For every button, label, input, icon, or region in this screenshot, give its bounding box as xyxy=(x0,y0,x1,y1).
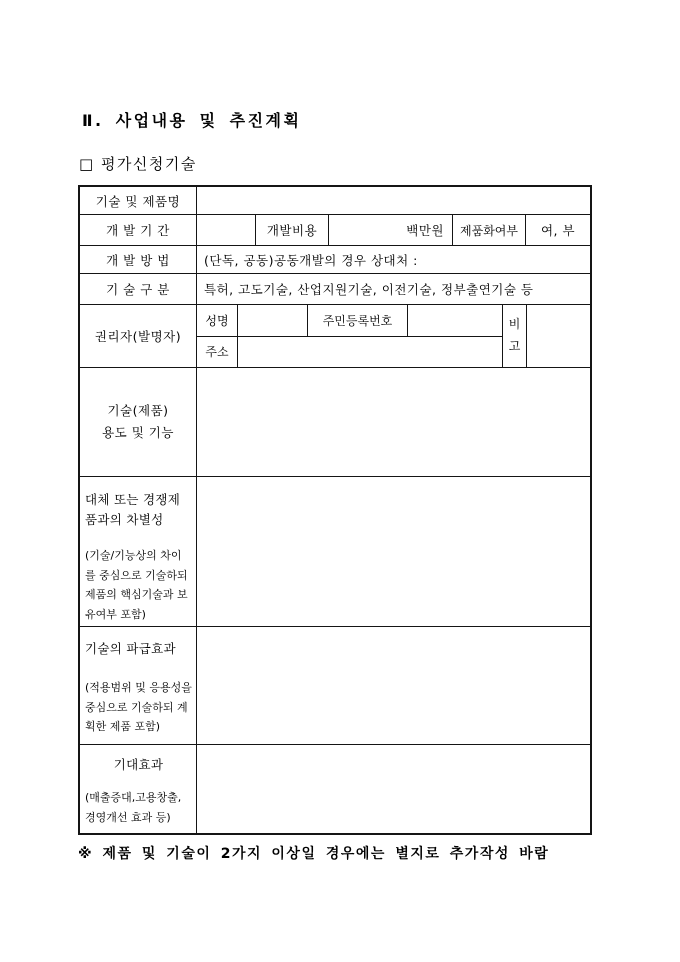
tech-category-label: 기 술 구 분 xyxy=(80,274,197,304)
row-usage xyxy=(80,368,590,477)
rights-holder-subgrid xyxy=(197,305,503,367)
footnote: ※ 제품 및 기술이 2가지 이상일 경우에는 별지로 추가작성 바람 xyxy=(78,846,550,862)
name-field[interactable] xyxy=(238,305,308,336)
usage-label-line1: 기술(제품) xyxy=(107,403,169,419)
row-rights-holder xyxy=(80,305,590,368)
tech-category-field[interactable]: 특허, 고도기술, 산업지원기술, 이전기술, 정부출연기술 등 xyxy=(204,282,534,297)
resident-id-field[interactable] xyxy=(408,305,502,336)
tech-name-field[interactable] xyxy=(197,187,590,214)
differentiation-note: (기술/기능상의 차이를 중심으로 기술하되 제품의 핵심기술과 보유여부 포함) xyxy=(85,549,188,621)
remarks-label: 비고 xyxy=(508,317,521,353)
row-dev-method xyxy=(80,246,590,274)
name-label: 성명 xyxy=(197,305,238,336)
dev-cost-field[interactable]: 백만원 xyxy=(329,215,453,245)
dev-period-label: 개 발 기 간 xyxy=(80,215,197,245)
differentiation-field[interactable] xyxy=(197,477,590,626)
dev-cost-label: 개발비용 xyxy=(256,215,329,245)
section-heading: □ 평가신청기술 xyxy=(79,155,197,173)
ripple-effect-title: 기술의 파급효과 xyxy=(85,641,176,656)
ripple-effect-label xyxy=(80,627,197,744)
rights-holder-address-row xyxy=(197,337,502,368)
usage-field[interactable] xyxy=(197,368,590,476)
evaluation-request-form-table xyxy=(78,185,592,835)
resident-id-label: 주민등록번호 xyxy=(308,305,408,336)
expected-effect-note: (매출증대,고용창출, 경영개선 효과 등) xyxy=(85,791,182,824)
expected-effect-label xyxy=(80,745,197,833)
row-tech-category xyxy=(80,274,590,305)
ripple-effect-note: (적용범위 및 응용성을 중심으로 기술하되 계획한 제품 포함) xyxy=(85,681,192,734)
row-expected-effect xyxy=(80,745,590,833)
differentiation-title: 대체 또는 경쟁제품과의 차별성 xyxy=(85,492,181,527)
address-label: 주소 xyxy=(197,337,238,368)
row-dev-period xyxy=(80,215,590,246)
expected-effect-title: 기대효과 xyxy=(113,757,164,772)
usage-label xyxy=(80,368,197,476)
row-differentiation xyxy=(80,477,590,627)
row-tech-name xyxy=(80,187,590,215)
row-ripple-effect xyxy=(80,627,590,745)
remarks-field[interactable] xyxy=(527,305,590,367)
ripple-effect-field[interactable] xyxy=(197,627,590,744)
differentiation-label xyxy=(80,477,197,626)
usage-label-line2: 용도 및 기능 xyxy=(102,425,174,440)
tech-name-label: 기술 및 제품명 xyxy=(80,187,197,214)
address-field[interactable] xyxy=(238,337,502,368)
expected-effect-field[interactable] xyxy=(197,745,590,833)
rights-holder-name-row xyxy=(197,305,502,337)
remarks-label-cell xyxy=(503,305,527,367)
dev-method-label: 개 발 방 법 xyxy=(80,246,197,273)
productized-choice[interactable]: 여, 부 xyxy=(540,223,576,238)
productized-label: 제품화여부 xyxy=(453,215,526,245)
dev-period-field[interactable] xyxy=(197,215,256,245)
rights-holder-label: 권리자(발명자) xyxy=(80,305,197,367)
dev-method-field[interactable]: (단독, 공동)공동개발의 경우 상대처 : xyxy=(204,252,418,268)
page-title: Ⅱ. 사업내용 및 추진계획 xyxy=(82,111,302,130)
